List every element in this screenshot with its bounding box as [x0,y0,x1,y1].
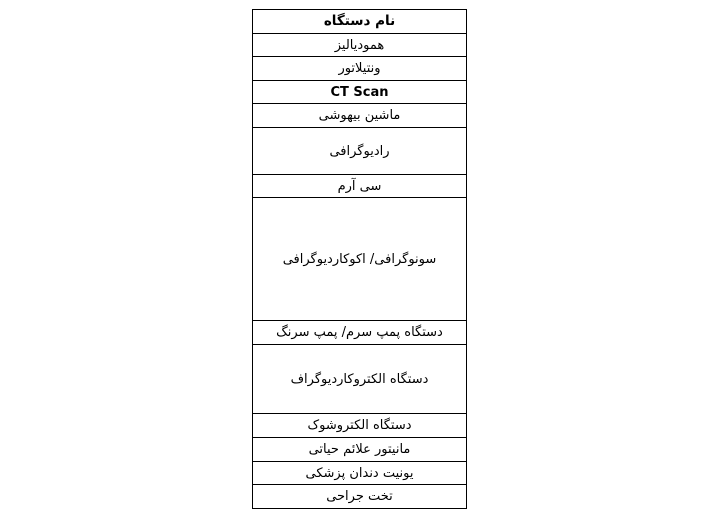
table-cell: سونوگرافی/ اکوکاردیوگرافی [253,198,467,321]
table-cell: همودیالیز [253,34,467,57]
table-row [253,34,467,57]
table-cell: ماشین بیهوشی [253,104,467,128]
table-row [253,198,467,321]
table-cell: رادیوگرافی [253,128,467,175]
table-row [253,462,467,485]
table-row [253,321,467,345]
device-table [252,9,467,509]
table-cell: CT Scan [253,81,467,104]
table-cell: یونیت دندان پزشکی [253,462,467,485]
table-row [253,104,467,128]
header-device-name: نام دستگاه [253,10,467,34]
table-cell: دستگاه الکتروکاردیوگراف [253,345,467,414]
table-row [253,485,467,509]
table-row [253,57,467,81]
table-cell: تخت جراحی [253,485,467,509]
table-row [253,414,467,438]
table-cell: دستگاه الکتروشوک [253,414,467,438]
table-row [253,128,467,175]
table-row [253,438,467,462]
table-row [253,175,467,198]
table-cell: ونتیلاتور [253,57,467,81]
table-cell: دستگاه پمپ سرم/ پمپ سرنگ [253,321,467,345]
table-cell: مانیتور علائم حیاتی [253,438,467,462]
table-row [253,345,467,414]
table-cell: سی آرم [253,175,467,198]
table-row [253,81,467,104]
table-header-row [253,10,467,34]
